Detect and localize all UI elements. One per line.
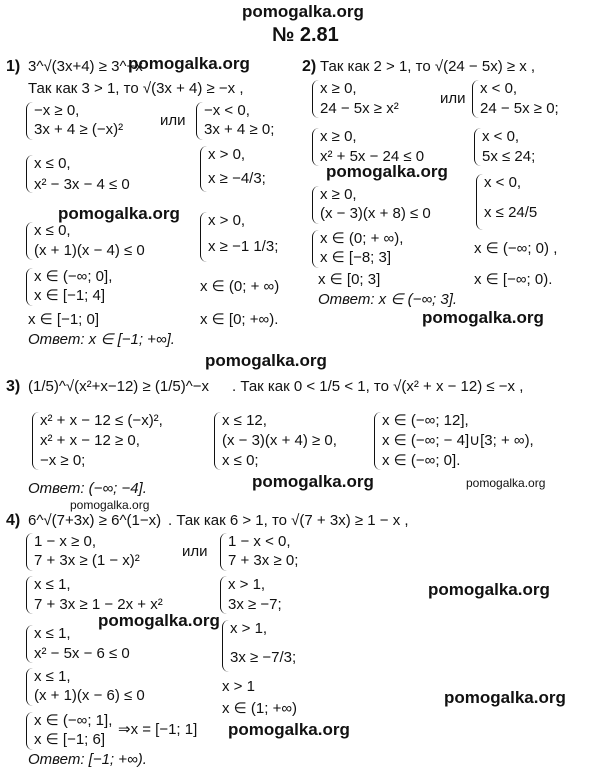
p2-s3a: x ≥ 0, xyxy=(320,128,357,145)
p4-s3a: x ≤ 1, xyxy=(34,576,71,593)
problem-number: № 2.81 xyxy=(272,24,339,46)
p2-s4a: x < 0, xyxy=(482,128,520,145)
p4-s3b: 7 + 3x ≥ 1 − 2x + x² xyxy=(34,596,163,613)
p4-system-7 xyxy=(26,668,33,706)
p1-s5a: x ≤ 0, xyxy=(34,222,71,239)
watermark-small: pomogalka.org xyxy=(466,476,546,490)
p4-s1a: 1 − x ≥ 0, xyxy=(34,533,97,550)
p4-s4a: x > 1, xyxy=(228,576,266,593)
p3-s1c: −x ≥ 0; xyxy=(40,452,86,469)
p4-system-2 xyxy=(220,533,227,571)
p1-label: 1) xyxy=(6,58,21,75)
watermark: pomogalka.org xyxy=(98,611,220,630)
watermark: pomogalka.org xyxy=(128,54,250,73)
p2-s1a: x ≥ 0, xyxy=(320,80,357,97)
p4-s8: x > 1 xyxy=(222,678,255,695)
p2-label: 2) xyxy=(302,58,317,75)
p1-s6b: x ≥ −1 1/3; xyxy=(208,238,279,255)
p4-system-4 xyxy=(220,576,227,614)
watermark: pomogalka.org xyxy=(444,688,566,707)
p2-system-5 xyxy=(312,186,319,224)
p1-system-5 xyxy=(26,222,33,260)
p4-s4b: 3x ≥ −7; xyxy=(228,596,282,613)
p4-system-8 xyxy=(26,712,33,750)
p4-line1: . Так как 6 > 1, то √(7 + 3x) ≥ 1 − x , xyxy=(168,512,409,529)
p1-s8: x ∈ (0; + ∞) xyxy=(200,278,280,295)
p3-s2a: x ≤ 12, xyxy=(222,412,267,429)
p1-s2a: −x < 0, xyxy=(204,102,250,119)
p2-s8: x ∈ (−∞; 0) , xyxy=(474,240,558,257)
p2-s5b: (x − 3)(x + 8) ≤ 0 xyxy=(320,205,431,222)
watermark: pomogalka.org xyxy=(58,204,180,223)
p1-result-1: x ∈ [−1; 0] xyxy=(28,311,100,328)
watermark: pomogalka.org xyxy=(228,720,350,739)
p4-system-5 xyxy=(26,625,33,663)
p1-answer: Ответ: x ∈ [−1; +∞]. xyxy=(28,331,175,348)
p2-or: или xyxy=(440,90,466,107)
p4-inequality: 6^√(7+3x) ≥ 6^(1−x) xyxy=(28,512,162,529)
p2-s5a: x ≥ 0, xyxy=(320,186,357,203)
p4-s10: x ∈ (1; +∞) xyxy=(222,700,298,717)
p1-system-3 xyxy=(26,155,33,193)
p3-line1: . Так как 0 < 1/5 < 1, то √(x² + x − 12) ≤ −x , xyxy=(232,378,524,395)
p1-system-1 xyxy=(26,102,33,140)
p4-s5b: x² − 5x − 6 ≤ 0 xyxy=(34,645,130,662)
p4-s2a: 1 − x < 0, xyxy=(228,533,291,550)
p2-system-7 xyxy=(312,230,319,268)
p3-s1a: x² + x − 12 ≤ (−x)², xyxy=(40,412,163,429)
p1-s5b: (x + 1)(x − 4) ≤ 0 xyxy=(34,242,145,259)
p2-result-1: x ∈ [0; 3] xyxy=(318,271,381,288)
p2-system-6 xyxy=(476,174,483,230)
p3-system-1 xyxy=(32,412,39,470)
watermark: pomogalka.org xyxy=(422,308,544,327)
p4-s2b: 7 + 3x ≥ 0; xyxy=(228,552,299,569)
p4-s7a: x ≤ 1, xyxy=(34,668,71,685)
p1-s1b: 3x + 4 ≥ (−x)² xyxy=(34,121,124,138)
p4-s7b: (x + 1)(x − 6) ≤ 0 xyxy=(34,687,145,704)
p1-s4a: x > 0, xyxy=(208,146,246,163)
p1-s7b: x ∈ [−1; 4] xyxy=(34,287,106,304)
p2-system-3 xyxy=(312,128,319,166)
p2-system-4 xyxy=(474,128,481,166)
p1-s3b: x² − 3x − 4 ≤ 0 xyxy=(34,176,130,193)
p2-s6a: x < 0, xyxy=(484,174,522,191)
p1-s2b: 3x + 4 ≥ 0; xyxy=(204,121,275,138)
p2-s2a: x < 0, xyxy=(480,80,518,97)
p3-s2c: x ≤ 0; xyxy=(222,452,259,469)
watermark: pomogalka.org xyxy=(252,472,374,491)
watermark: pomogalka.org xyxy=(205,351,327,370)
p1-or: или xyxy=(160,112,186,129)
watermark: pomogalka.org xyxy=(428,580,550,599)
p1-system-4 xyxy=(200,146,207,192)
site-header: pomogalka.org xyxy=(242,2,364,21)
p3-system-2 xyxy=(214,412,221,470)
p2-s3b: x² + 5x − 24 ≤ 0 xyxy=(320,148,425,165)
p1-system-2 xyxy=(196,102,203,140)
watermark: pomogalka.org xyxy=(326,162,448,181)
p2-system-1 xyxy=(312,80,319,118)
p3-inequality: (1/5)^√(x²+x−12) ≥ (1/5)^−x xyxy=(28,378,210,395)
p3-answer: Ответ: (−∞; −4]. xyxy=(28,480,147,497)
p2-line1: Так как 2 > 1, то √(24 − 5x) ≥ x , xyxy=(320,58,536,75)
p4-s9b: x ∈ [−1; 6] xyxy=(34,731,106,748)
p2-s4b: 5x ≤ 24; xyxy=(482,148,536,165)
p3-system-3 xyxy=(374,412,381,470)
p4-s5a: x ≤ 1, xyxy=(34,625,71,642)
p3-label: 3) xyxy=(6,378,21,395)
p4-implication: ⇒x = [−1; 1] xyxy=(118,721,198,738)
p1-s3a: x ≤ 0, xyxy=(34,155,71,172)
p1-s7a: x ∈ (−∞; 0], xyxy=(34,268,113,285)
p4-s9a: x ∈ (−∞; 1], xyxy=(34,712,113,729)
p3-s1b: x² + x − 12 ≥ 0, xyxy=(40,432,140,449)
p2-s1b: 24 − 5x ≥ x² xyxy=(320,100,399,117)
p4-s1b: 7 + 3x ≥ (1 − x)² xyxy=(34,552,140,569)
p2-s7b: x ∈ [−8; 3] xyxy=(320,249,392,266)
p2-s6b: x ≤ 24/5 xyxy=(484,204,538,221)
p3-s3c: x ∈ (−∞; 0]. xyxy=(382,452,461,469)
watermark-small: pomogalka.org xyxy=(70,498,150,512)
p3-s3a: x ∈ (−∞; 12], xyxy=(382,412,469,429)
p3-s2b: (x − 3)(x + 4) ≥ 0, xyxy=(222,432,337,449)
p2-result-2: x ∈ [−∞; 0). xyxy=(474,271,553,288)
p4-system-3 xyxy=(26,576,33,614)
p2-s7a: x ∈ (0; + ∞), xyxy=(320,230,404,247)
p4-s6b: 3x ≥ −7/3; xyxy=(230,649,297,666)
p2-answer: Ответ: x ∈ (−∞; 3]. xyxy=(318,291,458,308)
p1-system-6 xyxy=(200,212,207,262)
p1-inequality: 3^√(3x+4) ≥ 3^−x xyxy=(28,58,143,75)
p4-or: или xyxy=(182,543,208,560)
p1-line1: Так как 3 > 1, то √(3x + 4) ≥ −x , xyxy=(28,80,244,97)
p1-s1a: −x ≥ 0, xyxy=(34,102,80,119)
p1-s6a: x > 0, xyxy=(208,212,246,229)
p1-s4b: x ≥ −4/3; xyxy=(208,170,266,187)
p1-system-7 xyxy=(26,268,33,306)
p4-answer: Ответ: [−1; +∞). xyxy=(28,751,147,768)
p2-system-2 xyxy=(472,80,479,118)
p1-result-2: x ∈ [0; +∞). xyxy=(200,311,279,328)
p3-s3b: x ∈ (−∞; − 4]∪[3; + ∞), xyxy=(382,432,534,449)
p4-system-6 xyxy=(222,620,229,672)
p2-s2b: 24 − 5x ≥ 0; xyxy=(480,100,559,117)
p4-label: 4) xyxy=(6,512,21,529)
p4-system-1 xyxy=(26,533,33,571)
p4-s6a: x > 1, xyxy=(230,620,268,637)
